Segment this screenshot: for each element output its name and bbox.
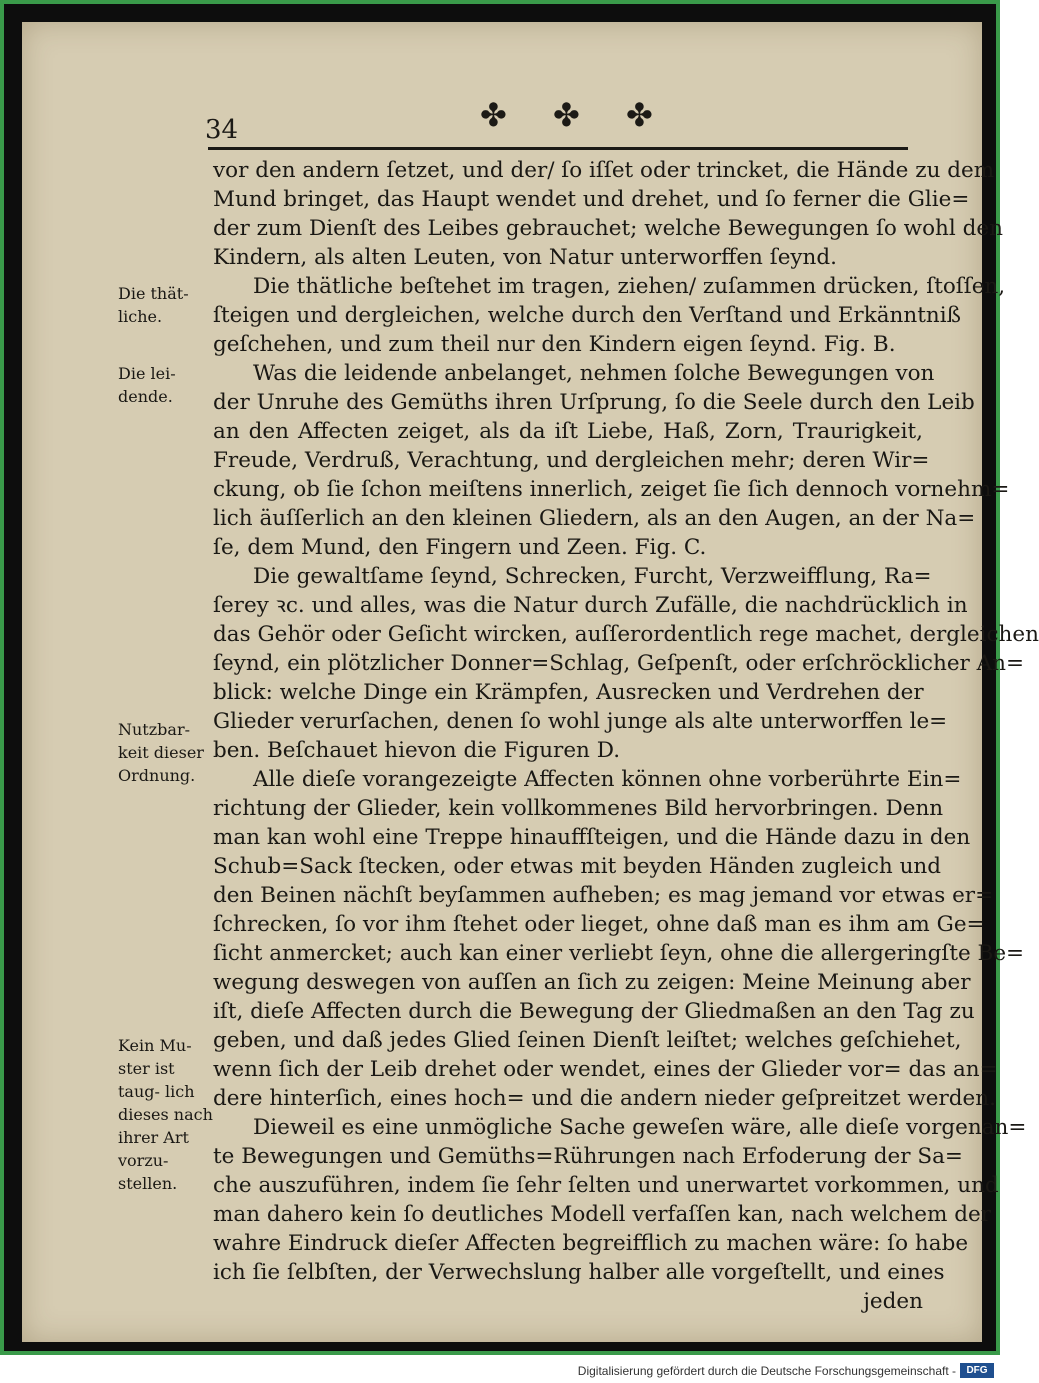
- text-line: te Bewegungen und Gemüths=Rührungen nach Erfoderung der Sa=: [213, 1144, 963, 1169]
- margin-note: Die lei- dende.: [118, 364, 176, 406]
- text-line: Mund bringet, das Haupt wendet und drehet, und ſo ferner die Glie=: [213, 187, 970, 212]
- text-line: ckung, ob ſie ſchon meiſtens innerlich, zeiget ſie ſich dennoch vornehm=: [213, 477, 1010, 502]
- text-line: lich äuſſerlich an den kleinen Gliedern, als an den Augen, an der Na=: [213, 506, 976, 531]
- text-line: wenn ſich der Leib drehet oder wendet, eines der Glieder vor= das an=: [213, 1057, 998, 1082]
- body-text: [213, 156, 1039, 1316]
- text-line: Was die leidende anbelanget, nehmen ſolche Bewegungen von: [253, 361, 935, 386]
- text-line: Alle dieſe vorangezeigte Affecten können ohne vorberührte Ein=: [253, 767, 962, 792]
- text-line: der Unruhe des Gemüths ihren Urſprung, ſo die Seele durch den Leib: [213, 390, 975, 415]
- margin-note: Die thät- liche.: [118, 284, 189, 326]
- margin-note: Kein Mu- ster ist taug- lich dieses nach ihrer Art vorzu- stellen.: [118, 1036, 213, 1193]
- text-line: Kindern, als alten Leuten, von Natur unterworffen ſeynd.: [213, 245, 838, 270]
- footer: [0, 1360, 1000, 1383]
- text-line: ſe, dem Mund, den Fingern und Zeen. Fig. C.: [213, 535, 707, 560]
- text-line: richtung der Glieder, kein vollkommenes Bild hervorbringen. Denn: [213, 796, 944, 821]
- header-ornament: ✤ ✤ ✤: [480, 96, 671, 134]
- text-line: der zum Dienſt des Leibes gebrauchet; welche Bewegungen ſo wohl den: [213, 216, 1003, 241]
- text-line: man kan wohl eine Treppe hinauffſteigen, und die Hände dazu in den: [213, 825, 971, 850]
- text-line: ſteigen und dergleichen, welche durch den Verſtand und Erkänntniß: [213, 303, 961, 328]
- dfg-logo: DFG: [960, 1363, 994, 1378]
- text-line: Glieder verurſachen, denen ſo wohl junge als alte unterworffen le=: [213, 709, 948, 734]
- text-line: che auszuführen, indem ſie ſehr ſelten und unerwartet vorkommen, und: [213, 1173, 999, 1198]
- text-line: ſeynd, ein plötzlicher Donner=Schlag, Geſpenſt, oder erſchröcklicher An=: [213, 651, 1025, 676]
- text-line: das Gehör oder Geſicht wircken, auſſerordentlich rege machet, dergleichen: [213, 622, 1039, 647]
- page-number: 34: [205, 115, 239, 145]
- margin-note: Nutzbar- keit dieser Ordnung.: [118, 720, 204, 785]
- text-line: an den Affecten zeiget, als da iſt Liebe, Haß, Zorn, Traurigkeit,: [213, 419, 923, 444]
- text-line: ſerey ꝛc. und alles, was die Natur durch Zufälle, die nachdrücklich in: [213, 593, 968, 618]
- text-line: ſicht anmercket; auch kan einer verliebt ſeyn, ohne die allergeringſte Be=: [213, 941, 1025, 966]
- text-line: den Beinen nächſt beyſammen aufheben; es mag jemand vor etwas er=: [213, 883, 994, 908]
- text-line: blick: welche Dinge ein Krämpfen, Ausrecken und Verdrehen der: [213, 680, 924, 705]
- text-line: wahre Eindruck dieſer Affecten begreifflich zu machen wäre: ſo habe: [213, 1231, 969, 1256]
- text-line: wegung deswegen von auſſen an ſich zu zeigen: Meine Meinung aber: [213, 970, 971, 995]
- text-line: Freude, Verdruß, Verachtung, und dergleichen mehr; deren Wir=: [213, 448, 930, 473]
- catchword: jeden: [863, 1289, 923, 1314]
- text-line: ſchrecken, ſo vor ihm ſtehet oder lieget, ohne daß man es ihm am Ge=: [213, 912, 985, 937]
- text-line: ben. Beſchauet hievon die Figuren D.: [213, 738, 621, 763]
- text-line: Die thätliche beſtehet im tragen, ziehen/ zuſammen drücken, ſtoſſen,: [253, 274, 1006, 299]
- text-line: man dahero kein ſo deutliches Modell verfaſſen kan, nach welchem der: [213, 1202, 991, 1227]
- text-line: Schub=Sack ſtecken, oder etwas mit beyden Händen zugleich und: [213, 854, 942, 879]
- text-line: vor den andern ſetzet, und der/ ſo iſſet oder trincket, die Hände zu dem: [213, 158, 995, 183]
- funding-notice: Digitalisierung gefördert durch die Deutsche Forschungsgemeinschaft -: [577, 1364, 956, 1378]
- text-line: geben, und daß jedes Glied ſeinen Dienſt leiſtet; welches geſchiehet,: [213, 1028, 962, 1053]
- text-line: geſchehen, und zum theil nur den Kindern eigen ſeynd. Fig. B.: [213, 332, 896, 357]
- text-line: ich ſie ſelbſten, der Verwechslung halber alle vorgeſtellt, und eines: [213, 1260, 945, 1285]
- header-rule: [208, 147, 908, 150]
- text-line: Die gewaltſame ſeynd, Schrecken, Furcht, Verzweifflung, Ra=: [253, 564, 932, 589]
- text-line: iſt, dieſe Affecten durch die Bewegung der Gliedmaßen an den Tag zu: [213, 999, 975, 1024]
- text-line: dere hinterſich, eines hoch= und die andern nieder geſpreitzet werden.: [213, 1086, 996, 1111]
- text-line: Dieweil es eine unmögliche Sache geweſen wäre, alle dieſe vorgenan=: [253, 1115, 1027, 1140]
